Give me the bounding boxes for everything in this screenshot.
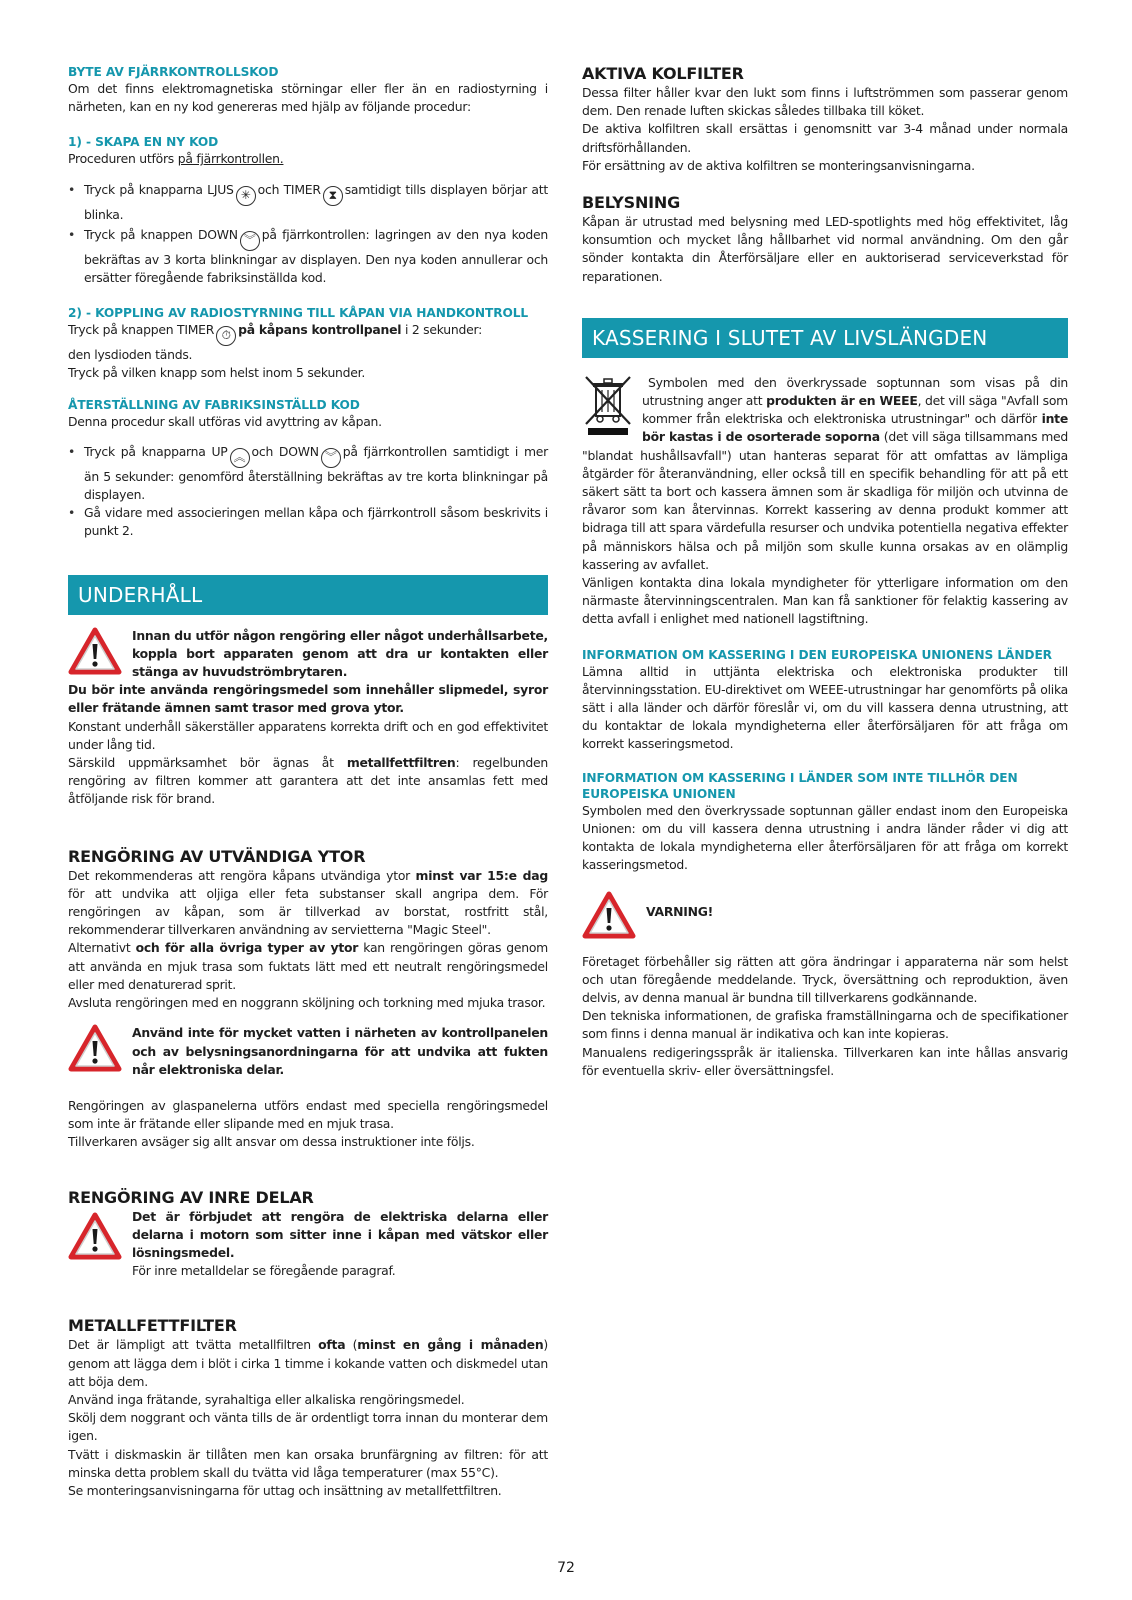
paragraph: Om det finns elektromagnetiska störningar eller fler än en radiostyrning i närheten, kan en ny kod genereras med hjälp av följande procedur: — [68, 81, 548, 115]
timer-icon: ⧗ — [323, 186, 343, 206]
paragraph: Konstant underhåll säkerställer apparatens korrekta drift och en god effektivitet under lång tid. — [68, 718, 548, 752]
paragraph: Lämna alltid in uttjänta elektriska och elektroniska produkter till återvinningsstation. EU-direktivet om WEEE-utrustningar har genomförts på olika sätt i alla länder och därför föreslår vi, om du vill kassera denna utrustning, att du kontaktar de lokala myndigheterna eller återförsäljaren för att fråga om korrekt kasseringsmetod. — [582, 663, 1068, 752]
paragraph: Dessa filter håller kvar den lukt som finns i luftströmmen som passerar genom dem. Den renade luften skickas således tillbaka till köket. — [582, 85, 1068, 119]
section-bar-maintenance: UNDERHÅLL — [68, 575, 548, 615]
paragraph: De aktiva kolfiltren skall ersättas i genomsnitt var 3-4 månad under normala driftsförhållanden. — [582, 121, 1068, 155]
section-title-new-code: 1) - SKAPA EN NY KOD — [68, 135, 219, 150]
paragraph: Särskild uppmärksamhet bör ägnas åt metallfettfiltren: regelbunden rengöring av filtren kommer att garantera att det inte ansamlas fett med åtföljande risk för brand. — [68, 755, 548, 807]
paragraph: Symbolen med den överkryssade soptunnan som visas på din utrustning anger att produkten är en WEEE, det vill säga "Avfall som kommer från elektriska och elektroniska utrustningar" och därför inte bör kastas i de osorterade soporna (det vill säga tillsammans med "blandat hushållsavfall") utan hanteras separat för att omfattas av lämpliga åtgärder för återanvändning, eller också till en specifik behandling för att på ett säkert sätt ta bort och kassera ämnen som är skadliga för miljön och utvinna de råvaror som kan återvinnas. Korrekt kassering av denna produkt kommer att bidraga till att spara värdefulla resurser och undvika potentiella negativa effekter på människors hälsa och på miljön som skulle kunna orsakas av en olämplig kassering av avfallet. — [582, 374, 1069, 572]
paragraph: Den tekniska informationen, de grafiska framställningarna och de specifikationer som finns i denna manual är indikativa och kan inte kopieras. — [582, 1008, 1068, 1042]
paragraph: Du bör inte använda rengöringsmedel som innehåller slipmedel, syror eller frätande ämnen samt trasor med grova ytor. — [68, 682, 548, 716]
list-item: • Tryck på knapparna UP ︽ och DOWN ︾ på fjärrkontrollen samtidigt i mer än 5 sekunder: genomförd återställning bekräftas av tre korta blinkningar på displayen. — [68, 443, 548, 504]
right-column — [582, 64, 1068, 1080]
down-icon: ︾ — [321, 448, 341, 468]
paragraph: Tillverkaren avsäger sig allt ansvar om dessa instruktioner inte följs. — [68, 1134, 475, 1150]
paragraph: den lysdioden tänds. — [68, 347, 193, 363]
paragraph: Alternativt och för alla övriga typer av ytor kan rengöringen göras genom att använda en mjuk trasa som fuktats lätt med ett neutralt rengöringsmedel eller med denaturerad sprit. — [68, 940, 548, 992]
section-title-factory-reset: ÅTERSTÄLLNING AV FABRIKSINSTÄLLD KOD — [68, 397, 360, 412]
list-item: • Tryck på knappen DOWN ︾ på fjärrkontrollen: lagringen av den nya koden bekräftas av 3 korta blinkningar av displayen. Den nya koden annullerar och ersätter föregående fabriksinställda kod. — [68, 226, 548, 287]
paragraph: Företaget förbehåller sig rätten att göra ändringar i apparaterna när som helst och utan föregående meddelande. Tryck, översättning och reproduktion, även delvis, av denna manual är bundna till tillverkarens godkännande. — [582, 953, 1068, 1005]
warning-icon — [68, 1212, 122, 1260]
paragraph: Tryck på vilken knapp som helst inom 5 sekunder. — [68, 365, 366, 381]
paragraph: Använd inga frätande, syrahaltiga eller alkaliska rengöringsmedel. — [68, 1391, 465, 1407]
left-column — [68, 64, 548, 1500]
paragraph: Symbolen med den överkryssade soptunnan gäller endast inom den Europeiska Unionen: om du vill kassera denna utrustning i andra länder råder vi dig att kontakta de lokala myndigheterna eller återförsäljaren för att fråga om korrekt kasseringsmetod. — [582, 802, 1068, 873]
up-icon: ︽ — [230, 448, 250, 468]
paragraph: Det är lämpligt att tvätta metallfiltren ofta (minst en gång i månaden) genom att lägga dem i blöt i cirka 1 timme i kokande vatten och diskmedel utan att böja dem. — [68, 1337, 549, 1389]
list-item: • Gå vidare med associeringen mellan kåpa och fjärrkontroll såsom beskrivits i punkt 2. — [68, 504, 548, 540]
section-title-eu: INFORMATION OM KASSERING I DEN EUROPEISKA UNIONENS LÄNDER — [582, 647, 1052, 662]
warning-block: Det är förbjudet att rengöra de elektriska delarna eller delarna i motorn som sitter inne i kåpan med vätskor eller lösningsmedel. För inre metalldelar se föregående paragraf. — [68, 1208, 548, 1281]
warning-icon — [582, 891, 636, 939]
heading-metal-filter: METALLFETTFILTER — [68, 1316, 237, 1336]
page-number: 72 — [557, 1560, 575, 1576]
warning-block: Innan du utför någon rengöring eller något underhållsarbete, koppla bort apparaten genom att dra ur kontakten eller stänga av huvudströmbrytaren. — [68, 627, 548, 682]
paragraph: Skölj dem noggrant och vänta tills de är ordentligt torra innan du monterar dem igen. — [68, 1410, 548, 1444]
list-item: • Tryck på knapparna LJUS ✳ och TIMER ⧗ samtidigt tills displayen börjar att blinka. — [68, 181, 548, 224]
section-bar-disposal: KASSERING I SLUTET AV LIVSLÄNGDEN — [582, 318, 1068, 358]
heading-interior-cleaning: RENGÖRING AV INRE DELAR — [68, 1187, 314, 1207]
paragraph: Kåpan är utrustad med belysning med LED-spotlights med hög effektivitet, låg konsumtion och mycket lång hållbarhet vid normal användning. Om den går sönder kontakta din Återförsäljare eller en auktoriserad serviceverkstad för reparationen. — [582, 214, 1068, 284]
paragraph: Avsluta rengöringen med en noggrann sköljning och torkning med mjuka trasor. — [68, 995, 546, 1011]
paragraph: Se monteringsanvisningarna för uttag och insättning av metallfettfiltren. — [68, 1482, 502, 1498]
heading-lighting: BELYSNING — [582, 193, 681, 213]
paragraph: Manualens redigeringsspråk är italienska. Tillverkaren kan inte hållas ansvarig för eventuella skriv- eller översättningsfel. — [582, 1044, 1068, 1078]
warning-block: VARNING! — [582, 891, 1068, 941]
paragraph: Tvätt i diskmaskin är tillåten men kan orsaka brunfärgning av filtren: för att minska detta problem skall du tvätta vid låga temperaturer (max 55°C). — [68, 1446, 548, 1480]
paragraph: Tryck på knappen TIMER ⏱ på kåpans kontrollpanel i 2 sekunder: — [68, 321, 548, 346]
paragraph: Vänligen kontakta dina lokala myndigheter för ytterligare information om den närmaste återvinningscentralen. Man kan få sanktioner för felaktig kassering av detta avfall i enlighet med nationell lagstiftning. — [582, 575, 1068, 627]
warning-icon — [68, 627, 122, 675]
bullet-list — [68, 443, 548, 541]
timer-icon: ⏱ — [216, 326, 236, 346]
weee-bin-icon — [582, 374, 634, 436]
paragraph: Rengöringen av glaspanelerna utförs endast med speciella rengöringsmedel som inte är frätande eller slipande med en mjuk trasa. — [68, 1097, 548, 1132]
paragraph: Det rekommenderas att rengöra kåpans utvändiga ytor minst var 15:e dag för att undvika att oljiga eller feta substanser skall angripa dem. För rengöringen av kåpan, som är tillverkad av borstat, rostfritt stål, rekommenderar tillverkaren användning av servietterna "Magic Steel". — [68, 867, 548, 938]
section-title-remote-code: BYTE AV FJÄRRKONTROLLSKOD — [68, 65, 279, 79]
light-icon: ✳ — [236, 186, 256, 206]
bullet-list — [68, 181, 548, 288]
paragraph: Proceduren utförs på fjärrkontrollen. — [68, 151, 284, 167]
warning-icon — [68, 1024, 122, 1072]
section-title-non-eu: INFORMATION OM KASSERING I LÄNDER SOM INTE TILLHÖR DEN EUROPEISKA UNIONEN — [582, 770, 1018, 801]
heading-exterior-cleaning: RENGÖRING AV UTVÄNDIGA YTOR — [68, 846, 366, 866]
paragraph: Denna procedur skall utföras vid avyttring av kåpan. — [68, 413, 382, 429]
section-title-pairing: 2) - KOPPLING AV RADIOSTYRNING TILL KÅPAN VIA HANDKONTROLL — [68, 306, 529, 321]
weee-block — [582, 374, 1068, 574]
down-icon: ︾ — [240, 231, 260, 251]
heading-carbon-filter: AKTIVA KOLFILTER — [582, 64, 744, 83]
paragraph: För ersättning av de aktiva kolfiltren se monteringsanvisningarna. — [582, 157, 975, 173]
warning-block: Använd inte för mycket vatten i närheten av kontrollpanelen och av belysningsanordningarna för att undvika att fukten når elektroniska delar. — [68, 1024, 548, 1079]
